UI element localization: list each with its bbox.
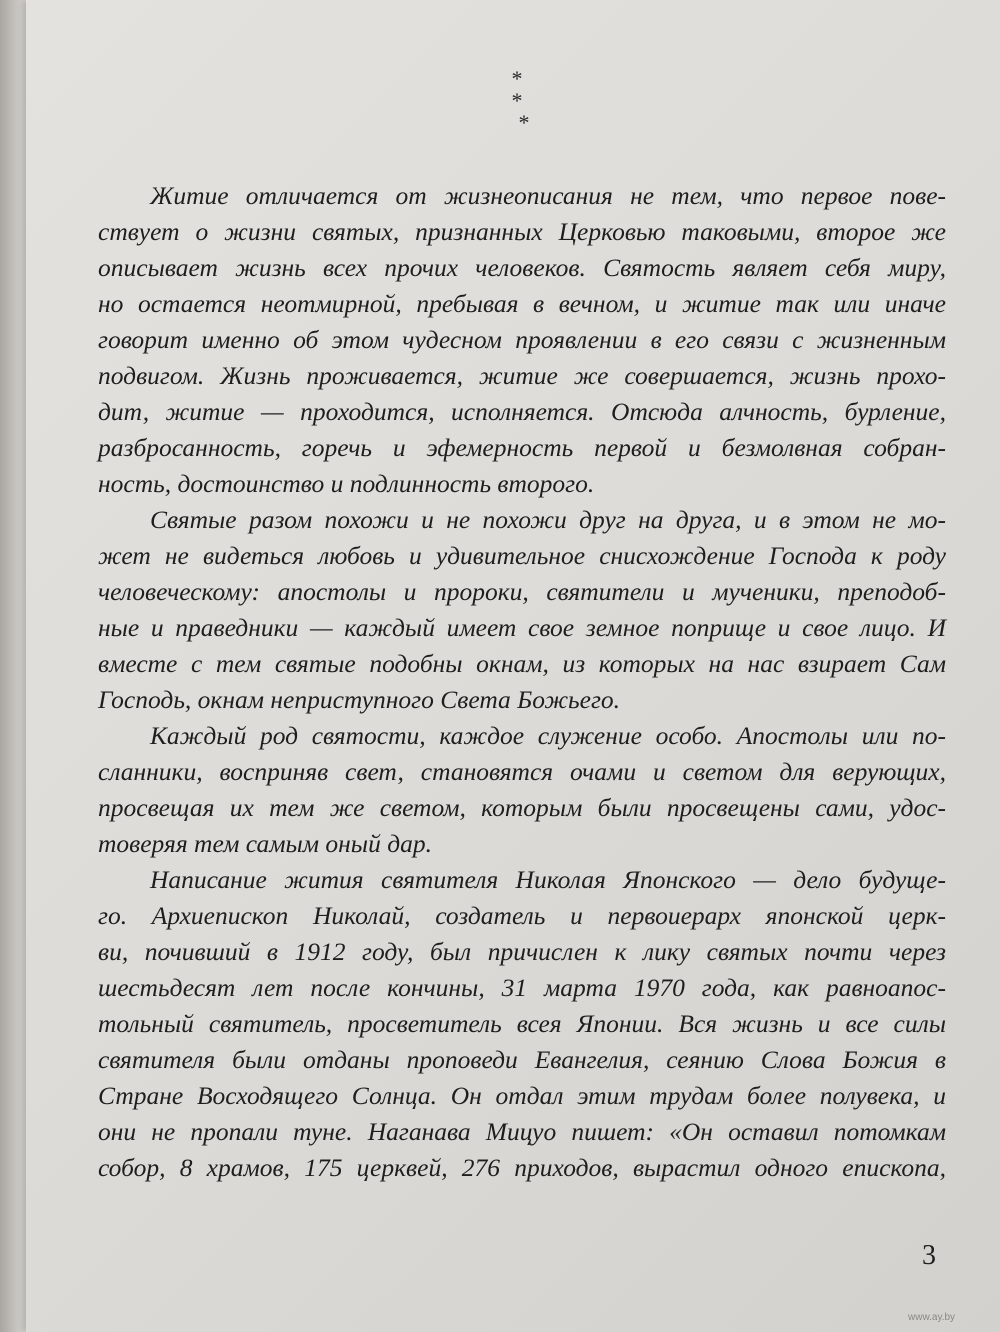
paragraph (98, 862, 946, 1186)
text-line: дит, житие — проходится, исполняется. Отсюда алчность, бурление, (98, 397, 946, 426)
paragraph (98, 178, 946, 502)
body-text (98, 178, 946, 1186)
paragraph (98, 502, 946, 718)
text-line: человеческому: апостолы и пророки, святители и мученики, преподоб- (98, 577, 946, 606)
text-line: товеряя тем самым оный дар. (98, 829, 432, 858)
text-line: святителя были отданы проповеди Евангелия, сеянию Слова Божия в (98, 1045, 946, 1074)
text-line: Господь, окнам неприступного Света Божьего. (98, 685, 621, 714)
book-page (26, 0, 1000, 1332)
text-line: сланники, восприняв свет, становятся очами и светом для верующих, (98, 757, 946, 786)
text-line: Стране Восходящего Солнца. Он отдал этим трудам более полувека, и (98, 1081, 946, 1110)
text-line: ность, достоинство и подлинность второго. (98, 469, 595, 498)
text-line: вместе с тем святые подобны окнам, из которых на нас взирает Сам (98, 649, 946, 678)
facing-page-edge (0, 0, 26, 1332)
text-line: говорит именно об этом чудесном проявлении в его связи с жизненным (98, 325, 946, 354)
text-line: подвигом. Жизнь проживается, житие же совершается, жизнь прохо- (98, 361, 946, 390)
watermark: www.ay.by (908, 1312, 956, 1323)
text-line: ствует о жизни святых, признанных Церковью таковыми, второе же (98, 217, 946, 246)
text-line: разбросанность, горечь и эфемерность первой и безмолвная собран- (98, 433, 946, 462)
ornament-bottom-row: * (518, 110, 530, 135)
text-line: шестьдесят лет после кончины, 31 марта 1970 года, как равноапос- (98, 973, 946, 1002)
text-line: просвещая их тем же светом, которым были просвещены сами, удос- (98, 793, 946, 822)
text-line: Святые разом похожи и не похожи друг на друга, и в этом не мо- (150, 505, 946, 534)
text-line: ные и праведники — каждый имеет свое земное поприще и свое лицо. И (98, 613, 946, 642)
text-line: го. Архиепископ Николай, создатель и первоиерарх японской церк- (98, 901, 946, 930)
section-ornament (494, 68, 554, 134)
text-line: Каждый род святости, каждое служение особо. Апостолы или по- (150, 721, 946, 750)
text-line: ви, почивший в 1912 году, был причислен к лику святых почти через (98, 937, 946, 966)
text-line: тольный святитель, просветитель всея Японии. Вся жизнь и все силы (98, 1009, 946, 1038)
paragraph (98, 718, 946, 862)
text-line: собор, 8 храмов, 175 церквей, 276 приходов, вырастил одного епископа, (98, 1153, 946, 1182)
ornament-top-row: * * (511, 66, 537, 113)
text-line: Житие отличается от жизнеописания не тем, что первое пове- (150, 181, 946, 210)
text-line: описывает жизнь всех прочих человеков. Святость являет себя миру, (98, 253, 946, 282)
text-line: но остается неотмирной, пребывая в вечном, и житие так или иначе (98, 289, 946, 318)
text-line: они не пропали туне. Наганава Мицуо пишет: «Он оставил потомкам (98, 1117, 946, 1146)
text-line: жет не видеться любовь и удивительное снисхождение Господа к роду (98, 541, 946, 570)
page-number: 3 (922, 1240, 936, 1271)
text-line: Написание жития святителя Николая Японского — дело будуще- (150, 865, 946, 894)
